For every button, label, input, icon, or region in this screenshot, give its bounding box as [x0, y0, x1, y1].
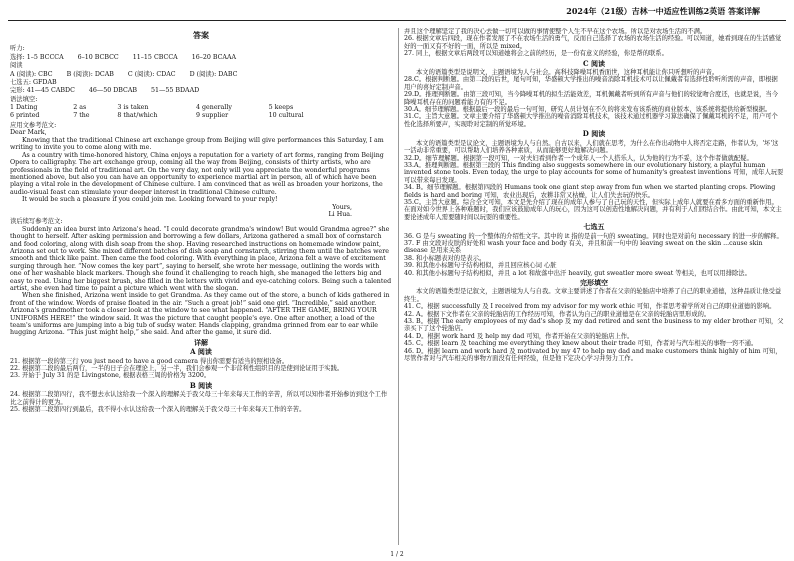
header-rule — [8, 20, 786, 21]
explanation-item: 38. 和小标题表对的是表示。 — [404, 254, 486, 262]
grammar-cell: 1 Dating — [10, 104, 38, 112]
explanation-item: 37. F 由文段对皮肤的好处和 wash your face and body 有关，并且和前一句中的 leaving sweat on the skin ...cause skin disease 是用来关系 — [404, 239, 763, 255]
section-heading: 七选五 — [583, 222, 605, 232]
grammar-cell: 4 generally — [196, 104, 232, 112]
explanation-item: 30.A。细节理解题。根据最后一段的最后一句可知，研究人员计划在不久的将来发布该系统的商业版本，该系统将提供给新型模据。 — [404, 106, 772, 114]
explanation-item: 44. D。根据 work hard 及 help my dad 可知，作者开始在父亲的轮胎店上作。 — [404, 332, 634, 340]
explanation-item: 35.C。主旨大意题。综合全文可知，本文是先介绍了现在的成年人参与了自己玩的天性，但实际上成年人就要在看多方面的重新作用。在面对如今世界上各种难题时，我们应该鼓励成年人的玩心，因为这可以创造性地解决问题，并有利于人们团结合作。由此可知，本文主要论述成年人需要随时间以玩耍的重要性。 — [404, 198, 782, 221]
explanation-item: 33.A。推理判断题。根据第三段的 This finding also suggests somewhere in our evolutionary history, a playful human invented stone tools. Even today, the urge to play accounts for some of humanity's greatest inventions 可知，成年人玩耍可以带来每日发现。 — [404, 161, 784, 184]
reading-answer: C (阅读): CDAC — [127, 70, 176, 78]
grammar-row — [10, 104, 340, 111]
explanation-item: 27. 同上，根据文章后两段可以知道她将会之前的经历，是一份有意义的经验，你是帮的联系。 — [404, 50, 668, 58]
column-divider — [398, 28, 399, 545]
listening-answer: 11–15 CBCCA — [132, 53, 178, 61]
explanation-item: 46. D。根据 learn and work hard 及 motivated by my 47 to help my dad and make customers think highly of him 可知，尽管作者对与汽车相关的事物方面没有任何经验，但是他下定决心学习并努力工作。 — [404, 347, 782, 363]
explanation-item: 39. 和其他小标题句子结构相似，并且回应核心词 心脏 — [404, 262, 557, 270]
explanation-item: 41. C。根据 successfully 及 I received from my advisor for my work ethic 可知，作者思考着学所对自己的职业道德的影响。 — [404, 303, 776, 311]
explanation-item: 34. B。细节理解题。根据第四段的 Humans took one giant step away from fun when we started planting crops. Plowing fields is hard and boring 可知，农业出现后，农耕非常又枯燥，让人们失去玩的快乐。 — [404, 184, 776, 199]
grammar-cell: 3 is taken — [117, 104, 149, 112]
grammar-cell: 10 cultural — [268, 111, 304, 119]
explanation-item: 22. 根据第二段的最后两行，一半的日子会在理论上，另一半，我们会参观一个非营利性组织目的是使到论证用于实践。 — [10, 365, 344, 373]
section-heading: A 阅读 — [190, 347, 212, 357]
cloze-answer: 完形: 41—45 CABDC — [10, 87, 75, 95]
listening-answer: 16–20 BCAAA — [191, 53, 237, 61]
section-heading: B 阅读 — [189, 380, 213, 390]
letter-paragraph: It would be such a pleasure if you could join me. Looking forward to your reply! — [22, 196, 278, 204]
continuation-paragraph: Suddenly an idea burst into Arizona's head. “I could decorate grandma's window! But would Grandma agree?” she thought to herself. After asking permission and borrowing a few dollars, Arizona gathered a small box of cornstarch and food coloring, along with dish soap from the shop. Having researched instructions on homemade window paint, Arizona set out to work. She mixed different batches of dish soap and cornstarch, stirring them until the batches were smooth and thick like paint. Then came the food coloring. With everything in place, Arizona felt a wave of excitement surging through her. “Now comes the key part”, saying to herself, she wrote her message, outlining the words with one of her washable black markers. Though she found it challenging to reach high, she managed the letters big and easy to read. Using her biggest brush, she filled in the letters with vivid and eye-catching colors. Being such a talented artist, she even had time to paint a picture which went with the slogan. — [10, 225, 392, 292]
continuation-label: 读后续写参考范文: — [10, 218, 63, 226]
letter-closing: Yours, — [332, 203, 352, 211]
grammar-cell: 2 as — [73, 104, 87, 112]
section-heading: C 阅读 — [582, 58, 605, 68]
cloze-answer: 51—55 BDAAD — [151, 87, 200, 95]
reading-answers — [10, 71, 251, 78]
grammar-cell: 7 the — [73, 111, 90, 119]
seven-choose-answers: 七选五: GFDAB — [10, 79, 57, 87]
explanation-item: 25. 根据第二段第四行到最后，我不得小水认这给我一个深入的理解关于我父母三十年来每天工作的辛苦。 — [10, 406, 306, 414]
explanation-item: 26. 根据文章后四段，现在作者发展了不在农场生活的勇气，反而自己选择了农场的农场生活的经验。可以知道，她看到现在的生活感觉好的一面又有不好的一面，所以是 mixed。 — [404, 35, 782, 50]
answers-heading: 答案 — [193, 30, 209, 40]
right-column — [404, 28, 784, 547]
cloze-answers — [10, 87, 213, 94]
page-number: 1 / 2 — [390, 551, 404, 558]
explanation-item: 21. 根据第一段的第三行 you just need to have a good camera 得出你需要有适当的照相设备。 — [10, 357, 289, 365]
reading-answer: D (阅读): DABC — [189, 70, 238, 78]
left-column — [10, 28, 392, 547]
reading-label: 阅读 — [10, 62, 23, 70]
letter-paragraph: Knowing that the traditional Chinese art exchange group from Beijing will give performances this Saturday, I am writing to invite you to come along with me. — [10, 136, 384, 152]
explanation-item: 42. A。根据下文作者在父亲的轮胎店的工作经历可知，作者认为自己的职业道德是在父亲的轮胎店里形成的。 — [404, 310, 711, 318]
section-intro: 本文的语篇类型是议论文，主题语境为人与自然。自古以来，人们就在思考，为什么在作出动物中人将否定走路，作者认为，'坏'这一活动非常重要，可以帮助人们培养各种素质，从而能够更好地解决问题。 — [404, 139, 779, 155]
grammar-cell: 8 that/which — [117, 111, 158, 119]
detail-heading: 详解 — [194, 337, 208, 347]
application-label: 应用文参考范文: — [10, 122, 57, 130]
explanation-item: 并且这个理解坚定了我的决心去做一切可以做的事情使整个人生不早在这个农场。所以是对农场生活的不满。 — [404, 28, 707, 35]
explanation-item: 32.D。细节理解题。根据第一段可知，一对夫妇看到作者一个成年人一个人搭乐人，认为他的行为不妥，这个作者做就配疑。 — [404, 154, 753, 162]
explanation-item: 28.C。根据判断题。由第二段的后世，尾句可知，华盛顿大学推出的噪音消除耳机技术可以让佩戴者有选择性聆听所需的声音，即根据用户的喜好定制声音。 — [404, 76, 778, 91]
listening-answer: 选择: 1–5 BCCCA — [10, 53, 64, 61]
section-intro: 本文的语篇类型是记叙文，主题语境为人与自我。文章主要讲述了作者在父亲的轮胎店中培养了自己的职业道德，这种品质让他受益终生。 — [404, 288, 782, 303]
explanation-item: 24. 根据第二段第四行，我不想去水认这给我一个深入的理解关于我父母三十年来每天工作的辛苦，所以可以知作者开始参访到这个工作比之前得计的更为。 — [10, 391, 388, 406]
explanation-item: 31.C。主旨大意题。文章主要介绍了华盛顿大学推出的噪音消除耳机技术，该技术通过机器学习算法确保了佩戴耳机的不足，用户可个性化选择所要声，实现聆对定制的所觉环境。 — [404, 113, 778, 128]
grammar-cell: 6 printed — [10, 111, 40, 119]
grammar-cell: 5 keeps — [268, 104, 294, 112]
explanation-item: 23. 开始于 July 31 的是 Livingstone, 根据表格三周的价格为 3200。 — [10, 372, 211, 380]
explanation-item: 45. C。根据 learn 及 teaching me everything they knew about their trade 可知，作者对与汽车相关的事物一窍不通。 — [404, 340, 758, 348]
section-heading: D 阅读 — [582, 129, 606, 139]
reading-answer: B (阅读): DCAB — [66, 70, 114, 78]
letter-greeting: Dear Mark, — [10, 129, 47, 137]
grammar-label: 语法填空: — [10, 95, 38, 103]
reading-answer: A (阅读): CBC — [10, 70, 53, 78]
explanation-item: 43. B。根据 The early employees of my dad's shop 及 my dad retired and sent the business to my elder brother 可知，父亲买下了这个轮胎店。 — [404, 318, 784, 333]
section-heading: 完形填空 — [580, 278, 608, 287]
letter-signature: Li Hua. — [328, 210, 352, 218]
continuation-paragraph: When she finished, Arizona went inside to get Grandma. As they came out of the store, a bunch of kids gathered in front of the window. Words of praise floated in the air. “Such a great job!” said one girl. “Incredible,” said another. Arizona's grandmother took a closer look at the window to see what happened. “AFTER THE GAME, BRING YOUR UNIFORMS HERE!” the window said. It was the picture that caught people's eye. One after another, a load of the team's uniforms are jumping into a big tub of sudsy water. Hands clapping, grandma grinned from ear to ear while hugging Arizona. “This just might help,” she said. And after the game, it sure did. — [10, 292, 390, 337]
listening-answers — [10, 54, 250, 61]
explanation-item: 29.D。推理判断题。由第三段可知，当今降噪耳机的拟生活能效差，耳机佩戴者听到所有声音与他们的较觉吻合度还，也就是说，当今降噪耳机存在的问题看能力有的不足。 — [404, 91, 778, 106]
grammar-row — [10, 112, 340, 119]
grammar-answers — [10, 104, 340, 119]
grammar-cell: 9 supplier — [196, 111, 229, 119]
letter-paragraph: As a country with time-honored history, China enjoys a reputation for a variety of art forms, ranging from Beijing Opera to calligraphy. The art exchange group, coming all the way from Beijing, consists of thirty artists, who are professionals in the field of traditional art. On the very day, not only will you appreciate the wonderful programs mentioned above, but also you can have an opportunity to experience martial art in person, all of which have been playing a vital role in the development of Chinese culture. I am convinced that as well as broaden your horizons, the audio-visual feast can stimulate your deeper interest in traditional Chinese culture. — [10, 151, 384, 196]
cloze-answer: 46—50 DBCAB — [88, 87, 138, 95]
listening-answer: 6–10 BCBCC — [77, 53, 119, 61]
explanation-item: 40. 和其他小标题句子结构相似，并且 a lot 和故落中出汗 heavily, gut sweatler more sweat 等相关，也可以用排除法。 — [404, 269, 751, 277]
section-intro: 本文的语篇类型是说明文，主题语境为人与社会。高科技降噪耳机香面世，这种耳机能让你只听想听的声音。 — [416, 69, 719, 77]
page-title: 2024年（21级）吉林一中适应性训练2英语 答案详解 — [566, 6, 760, 16]
explanation-item: 36. G 是与 sweating 的一个整体的介绍性文字。其中的 it 指的是前一句的 sweating。同时也是对前句 necessary 的进一步的解释。 — [404, 232, 783, 240]
listening-label: 听力: — [10, 45, 25, 53]
page-header — [0, 4, 794, 28]
